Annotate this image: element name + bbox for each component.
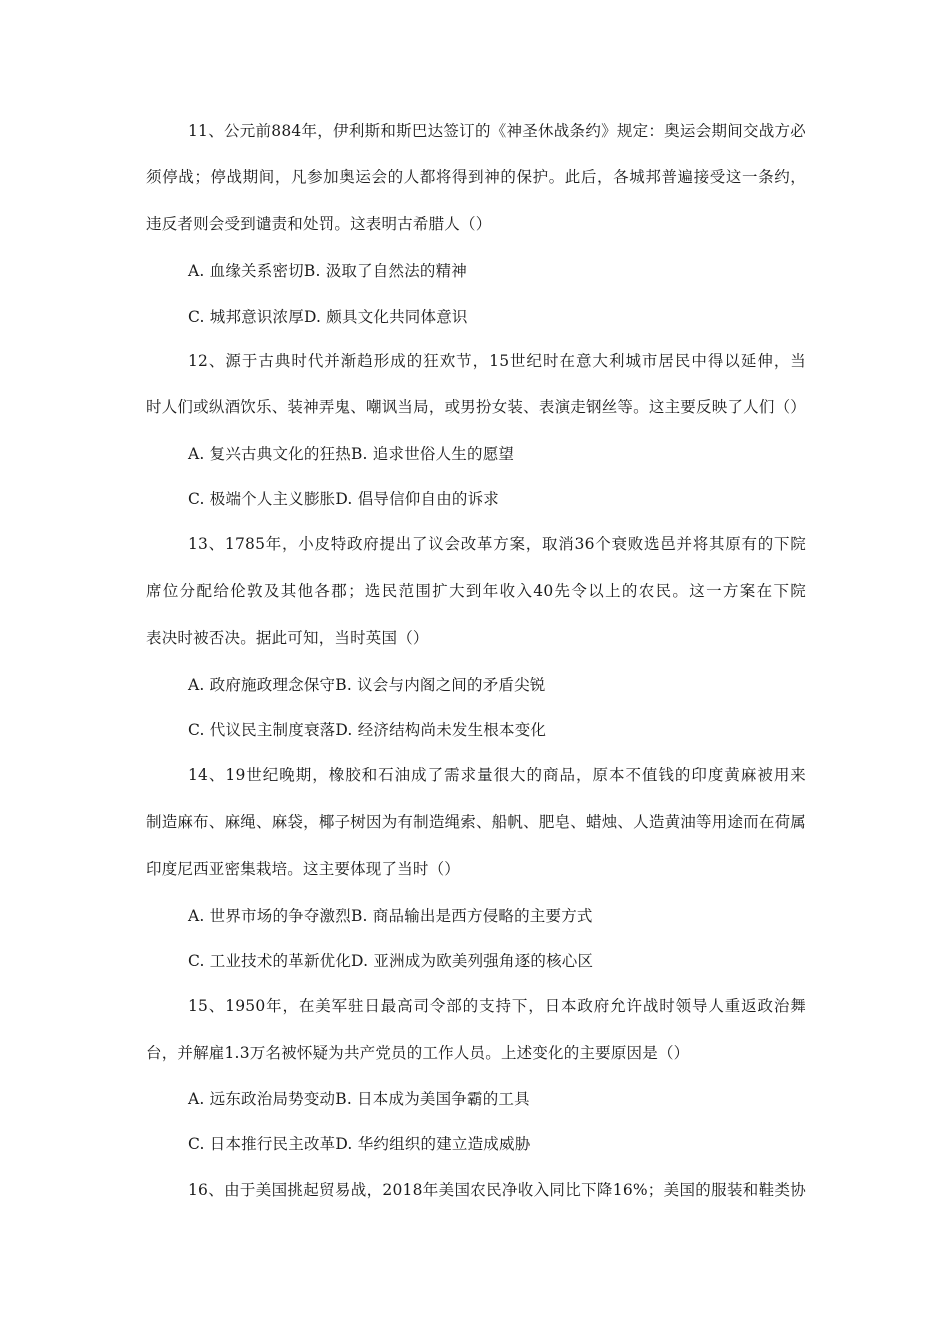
q14-stem-line-3: 印度尼西亚密集栽培。这主要体现了当时（）: [146, 860, 461, 878]
q13-option-ab: A. 政府施政理念保守B. 议会与内阁之间的矛盾尖锐: [188, 676, 546, 694]
q15-option-ab: A. 远东政治局势变动B. 日本成为美国争霸的工具: [188, 1090, 530, 1108]
q15-option-cd: C. 日本推行民主改革D. 华约组织的建立造成威胁: [188, 1135, 531, 1153]
q15-stem-line-1: 15、1950年，在美军驻日最高司令部的支持下，日本政府允许战时领导人重返政治舞: [188, 997, 806, 1015]
q15-stem-line-2: 台，并解雇1.3万名被怀疑为共产党员的工作人员。上述变化的主要原因是（）: [146, 1044, 690, 1062]
q13-stem-line-2: 席位分配给伦敦及其他各郡；选民范围扩大到年收入40先令以上的农民。这一方案在下院: [146, 582, 806, 600]
q12-option-ab: A. 复兴古典文化的狂热B. 追求世俗人生的愿望: [188, 445, 515, 463]
q14-option-ab: A. 世界市场的争夺激烈B. 商品输出是西方侵略的主要方式: [188, 907, 593, 925]
q12-option-cd: C. 极端个人主义膨胀D. 倡导信仰自由的诉求: [188, 490, 499, 508]
q14-stem-line-1: 14、19世纪晚期，橡胶和石油成了需求量很大的商品，原本不值钱的印度黄麻被用来: [188, 766, 806, 784]
q11-stem-line-2: 须停战；停战期间，凡参加奥运会的人都将得到神的保护。此后，各城邦普遍接受这一条约，: [146, 168, 806, 186]
q11-stem-line-1: 11、公元前884年，伊利斯和斯巴达签订的《神圣休战条约》规定：奥运会期间交战方必: [188, 122, 806, 140]
q13-stem-line-3: 表决时被否决。据此可知，当时英国（）: [146, 629, 429, 647]
q14-option-cd: C. 工业技术的革新优化D. 亚洲成为欧美列强角逐的核心区: [188, 952, 594, 970]
q11-option-ab: A. 血缘关系密切B. 汲取了自然法的精神: [188, 262, 467, 280]
q16-stem-line-1: 16、由于美国挑起贸易战，2018年美国农民净收入同比下降16%；美国的服装和鞋类协: [188, 1181, 806, 1199]
q11-stem-line-3: 违反者则会受到谴责和处罚。这表明古希腊人（）: [146, 215, 492, 233]
q12-stem-line-1: 12、源于古典时代并渐趋形成的狂欢节，15世纪时在意大利城市居民中得以延伸，当: [188, 352, 806, 370]
q13-stem-line-1: 13、1785年，小皮特政府提出了议会改革方案，取消36个衰败选邑并将其原有的下院: [188, 535, 806, 553]
q12-stem-line-2: 时人们或纵酒饮乐、装神弄鬼、嘲讽当局，或男扮女装、表演走钢丝等。这主要反映了人们（）: [146, 398, 806, 416]
q11-option-cd: C. 城邦意识浓厚D. 颇具文化共同体意识: [188, 308, 468, 326]
q13-option-cd: C. 代议民主制度衰落D. 经济结构尚未发生根本变化: [188, 721, 547, 739]
q14-stem-line-2: 制造麻布、麻绳、麻袋，椰子树因为有制造绳索、船帆、肥皂、蜡烛、人造黄油等用途而在荷属: [146, 813, 806, 831]
